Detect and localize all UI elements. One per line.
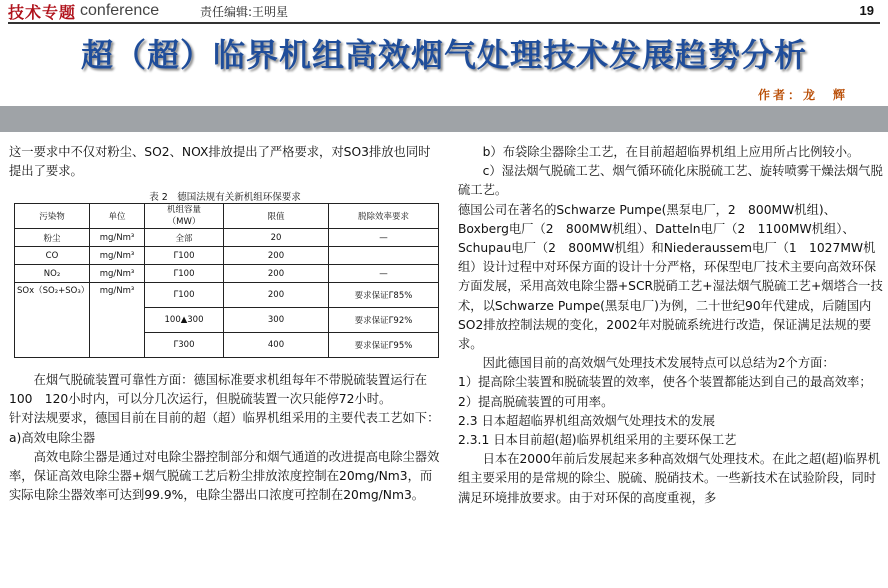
cell-capacity: Γ100 [145,265,224,283]
cell-pollutant: NO₂ [15,265,90,283]
cell-unit: mg/Nm³ [90,247,145,265]
paragraph: 德国公司在著名的Schwarze Pumpe(黑泵电厂，2 800MW机组)、Boxberg电厂（2 800MW机组）、Datteln电厂（2 1100MW机组）、Schupau电厂（2 800MW机组）和Niederaussem电厂（1 1027MW机组）设计过程中对环保方面的设计十分严格，环保型电厂技术主要向高效环保方面发展，采用高效电除尘器+SCR脱硝工艺+湿法烟气脱硫工艺+烟塔合一技术，以Schwarze Pumpe(黑泵电厂)为例，二十世纪90年代建成，后随国内SO2排放控制法规的变化，2002年对脱硫系统进行改造，保证满足法规的要求。 [458,202,883,352]
paragraph: 在烟气脱硫装置可靠性方面：德国标准要求机组每年不带脱硫装置运行在100 120小时内，可以分几次运行，但脱硫装置一次只能停72小时。 [9,373,428,407]
emission-table [14,203,439,358]
cell-pollutant: 粉尘 [15,229,90,247]
header-efficiency: 脱除效率要求 [329,204,439,229]
cell-unit: mg/Nm³ [90,283,145,358]
paragraph: 2）提高脱硫装置的可用率。 [458,394,614,409]
paragraph: 这一要求中不仅对粉尘、SO2、NOX排放提出了严格要求，对SO3排放也同时提出了要求。 [9,145,431,179]
paragraph: 针对法规要求，德国目前在目前的超（超）临界机组采用的主要代表工艺如下： [9,411,440,426]
cell-capacity: Γ300 [145,333,224,358]
cell-limit: 400 [224,333,329,358]
header-unit: 单位 [90,204,145,229]
paragraph: b）布袋除尘器除尘工艺，在目前超超临界机组上应用所占比例较小。 [482,145,860,159]
cell-limit: 200 [224,247,329,265]
editor-credit: 责任编辑:王明星 [200,5,289,19]
table-caption: 表 2 德国法规有关新机组环保要求 [149,192,301,203]
cell-capacity: Γ100 [145,247,224,265]
cell-limit: 200 [224,265,329,283]
table-row [15,247,439,265]
cell-unit: mg/Nm³ [90,265,145,283]
header-capacity: 机组容量 （MW） [145,204,224,229]
cell-pollutant: CO [15,247,90,265]
section-heading: 2.3.1 日本目前超(超)临界机组采用的主要环保工艺 [458,433,737,448]
column-header [8,0,159,22]
cell-limit: 300 [224,308,329,333]
article-author: 作者：龙 辉 [757,88,848,102]
paragraph: 因此德国目前的高效烟气处理技术发展特点可以总结为2个方面： [482,356,835,371]
paragraph: 高效电除尘器是通过对电除尘器控制部分和烟气通道的改进提高电除尘器效率，保证高效电除尘器+烟气脱硫工艺后粉尘排放浓度控制在20mg/Nm3，而实际电除尘器效率可达到99.9%，电除尘器出口浓度可控制在20mg/Nm3。 [9,449,440,503]
paragraph: 日本在2000年前后发展起来多种高效烟气处理技术。在此之超(超)临界机组主要采用的是常规的除尘、脱硫、脱硝技术。一些新技术在试验阶段，同时满足环境排放要求。由于对环保的高度重视，多 [458,452,881,505]
cell-efficiency: — [329,229,439,247]
cell-capacity: 100▲300 [145,308,224,333]
right-column [458,143,884,508]
header-rule [8,22,880,24]
left-column-top [9,143,441,181]
cell-pollutant: SOx（SO₂+SO₃） [15,283,90,358]
header-limit: 限值 [224,204,329,229]
cell-unit: mg/Nm³ [90,229,145,247]
header-pollutant: 污染物 [15,204,90,229]
table-header-row [15,204,439,229]
cell-efficiency: 要求保证Γ95% [329,333,439,358]
table-row [15,229,439,247]
subheading: a)高效电除尘器 [9,430,96,445]
cell-efficiency: 要求保证Γ92% [329,308,439,333]
left-column-bottom [9,371,441,505]
cell-capacity: 全部 [145,229,224,247]
cell-limit: 200 [224,283,329,308]
column-name: 技术专题 [8,2,77,22]
cell-limit: 20 [224,229,329,247]
page-number: 19 [859,3,874,18]
cell-capacity: Γ100 [145,283,224,308]
section-heading: 2.3 日本超超临界机组高效烟气处理技术的发展 [458,413,716,428]
paragraph: c）湿法烟气脱硫工艺、烟气循环硫化床脱硫工艺、旋转喷雾干燥法烟气脱硫工艺。 [458,164,883,198]
title-band [0,106,888,132]
cell-efficiency [329,247,439,265]
table-row [15,265,439,283]
paragraph: 1）提高除尘装置和脱硫装置的效率，使各个装置都能达到自己的最高效率； [458,375,872,390]
table-row [15,283,439,308]
article-title: 超（超）临界机组高效烟气处理技术发展趋势分析 [80,36,807,74]
cell-efficiency: 要求保证Γ85% [329,283,439,308]
cell-efficiency: — [329,265,439,283]
column-name-english: conference [80,2,160,19]
